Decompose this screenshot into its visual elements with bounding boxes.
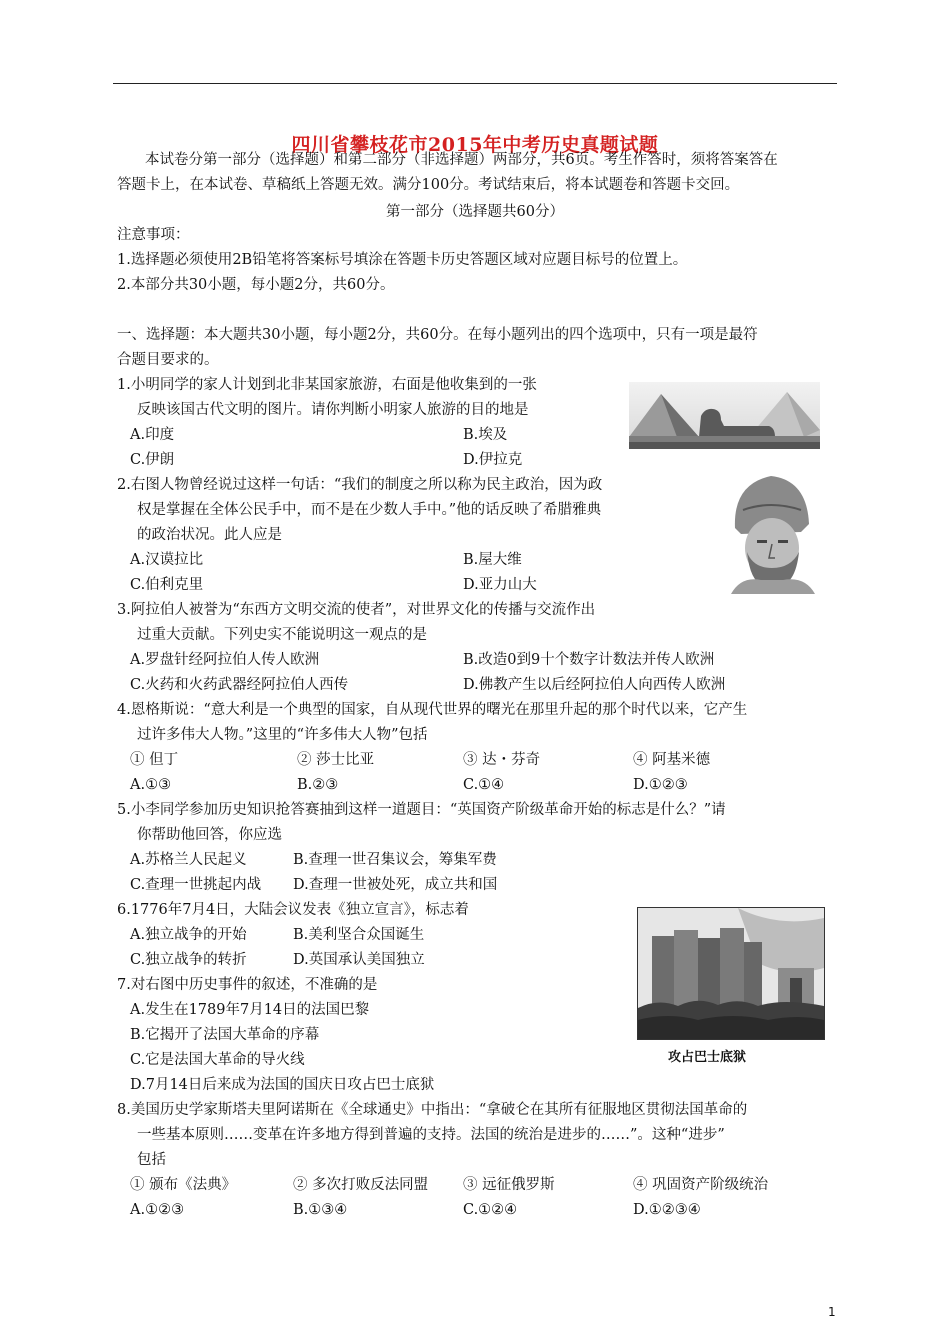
q5-option-c: C.查理一世挑起内战: [130, 877, 262, 893]
q8-item-4: ④ 巩固资产阶级统治: [633, 1177, 769, 1193]
q3-option-b: B.改造0到9十个数字计数法并传人欧洲: [463, 652, 715, 668]
q6-option-b: B.美利坚合众国诞生: [293, 927, 425, 943]
q5-option-a: A.苏格兰人民起义: [130, 852, 247, 868]
q4-item-1: ① 但丁: [130, 752, 179, 768]
q4-option-a: A.①③: [130, 777, 172, 793]
section-heading-line-1: 一、选择题：本大题共30小题，每小题2分，共60分。在每小题列出的四个选项中，只有一项是最符: [117, 327, 758, 343]
q8-item-1: ① 颁布《法典》: [130, 1177, 237, 1193]
bastille-storming-image: [637, 907, 825, 1040]
q8-stem-3: 包括: [137, 1152, 166, 1168]
q6-stem-1: 6.1776年7月4日，大陆会议发表《独立宣言》，标志着: [117, 902, 469, 918]
q6-option-a: A.独立战争的开始: [130, 927, 247, 943]
intro-line-2: 答题卡上，在本试卷、草稿纸上答题无效。满分100分。考试结束后，将本试题卷和答题卡交回。: [117, 177, 740, 193]
q2-option-b: B.屋大维: [463, 552, 522, 568]
q6-option-d: D.英国承认美国独立: [293, 952, 425, 968]
part1-heading: 第一部分（选择题共60分）: [386, 204, 564, 220]
q4-item-4: ④ 阿基米德: [633, 752, 711, 768]
q4-option-b: B.②③: [297, 777, 339, 793]
q1-stem-2: 反映该国古代文明的图片。请你判断小明家人旅游的目的地是: [137, 402, 529, 418]
q3-option-c: C.火药和火药武器经阿拉伯人西传: [130, 677, 349, 693]
q4-stem-2: 过许多伟大人物。”这里的“许多伟大人物”包括: [137, 727, 428, 743]
q5-stem-1: 5.小李同学参加历史知识抢答赛抽到这样一道题目：“英国资产阶级革命开始的标志是什么？”请: [117, 802, 726, 818]
q8-option-c: C.①②④: [463, 1202, 518, 1218]
q2-stem-2: 权是掌握在全体公民手中，而不是在少数人手中。”他的话反映了希腊雅典: [137, 502, 602, 518]
q1-option-c: C.伊朗: [130, 452, 175, 468]
q6-option-c: C.独立战争的转折: [130, 952, 247, 968]
q3-option-d: D.佛教产生以后经阿拉伯人向西传人欧洲: [463, 677, 726, 693]
q7-option-b: B.它揭开了法国大革命的序幕: [130, 1027, 320, 1043]
q8-option-b: B.①③④: [293, 1202, 348, 1218]
pericles-bust-image: [721, 470, 823, 594]
q5-stem-2: 你帮助他回答，你应选: [137, 827, 282, 843]
q4-item-2: ② 莎士比亚: [297, 752, 375, 768]
q4-option-d: D.①②③: [633, 777, 688, 793]
page-title: 四川省攀枝花市2015年中考历史真题试题: [291, 134, 659, 156]
q2-option-c: C.伯利克里: [130, 577, 204, 593]
q8-option-a: A.①②③: [130, 1202, 185, 1218]
bastille-caption: 攻占巴士底狱: [668, 1050, 747, 1065]
q2-option-d: D.亚力山大: [463, 577, 537, 593]
q1-stem-1: 1.小明同学的家人计划到北非某国家旅游，右面是他收集到的一张: [117, 377, 537, 393]
q2-option-a: A.汉谟拉比: [130, 552, 204, 568]
header-rule: [113, 83, 837, 84]
q8-item-3: ③ 远征俄罗斯: [463, 1177, 555, 1193]
q8-option-d: D.①②③④: [633, 1202, 701, 1218]
q8-stem-1: 8.美国历史学家斯塔夫里阿诺斯在《全球通史》中指出：“拿破仑在其所有征服地区贯彻法国革命的: [117, 1102, 748, 1118]
q8-item-2: ② 多次打败反法同盟: [293, 1177, 429, 1193]
q4-option-c: C.①④: [463, 777, 505, 793]
q7-option-d: D.7月14日后来成为法国的国庆日攻占巴士底狱: [130, 1077, 435, 1093]
q3-stem-2: 过重大贡献。下列史实不能说明这一观点的是: [137, 627, 427, 643]
q1-option-b: B.埃及: [463, 427, 508, 443]
note-1: 1.选择题必须使用2B铅笔将答案标号填涂在答题卡历史答题区域对应题目标号的位置上。: [117, 252, 688, 268]
q7-option-c: C.它是法国大革命的导火线: [130, 1052, 305, 1068]
pyramids-sphinx-image: [629, 382, 820, 449]
q3-stem-1: 3.阿拉伯人被誉为“东西方文明交流的使者”，对世界文化的传播与交流作出: [117, 602, 596, 618]
q1-option-d: D.伊拉克: [463, 452, 523, 468]
q4-stem-1: 4.恩格斯说：“意大利是一个典型的国家，自从现代世界的曙光在那里升起的那个时代以来，它产生: [117, 702, 748, 718]
q7-option-a: A.发生在1789年7月14日的法国巴黎: [130, 1002, 370, 1018]
q5-option-b: B.查理一世召集议会，筹集军费: [293, 852, 497, 868]
q5-option-d: D.查理一世被处死，成立共和国: [293, 877, 498, 893]
q7-stem-1: 7.对右图中历史事件的叙述，不准确的是: [117, 977, 378, 993]
q2-stem-1: 2.右图人物曾经说过这样一句话：“我们的制度之所以称为民主政治，因为政: [117, 477, 603, 493]
q3-option-a: A.罗盘针经阿拉伯人传人欧洲: [130, 652, 320, 668]
intro-line-1: 本试卷分第一部分（选择题）和第二部分（非选择题）两部分，共6页。考生作答时，须将答案答在: [145, 152, 778, 168]
section-heading-line-2: 合题目要求的。: [117, 352, 219, 368]
q2-stem-3: 的政治状况。此人应是: [137, 527, 282, 543]
q8-stem-2: 一些基本原则……变革在许多地方得到普遍的支持。法国的统治是进步的……”。这种“进步”: [137, 1127, 725, 1143]
q1-option-a: A.印度: [130, 427, 175, 443]
notes-heading: 注意事项：: [117, 227, 190, 243]
q4-item-3: ③ 达・芬奇: [463, 752, 541, 768]
note-2: 2.本部分共30小题，每小题2分，共60分。: [117, 277, 395, 293]
page-number: 1: [828, 1305, 836, 1319]
